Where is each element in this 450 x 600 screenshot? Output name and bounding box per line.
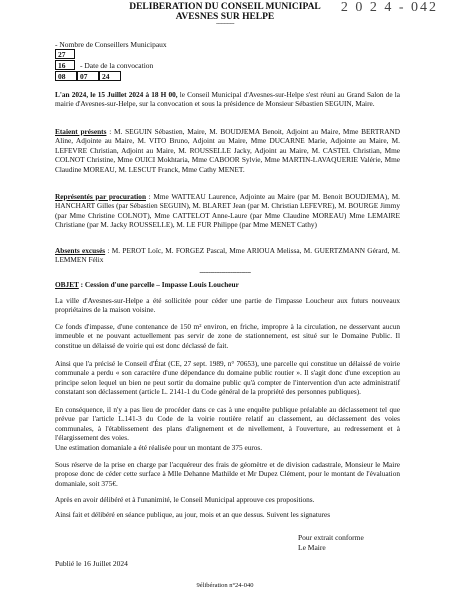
paragraph-consequence: En conséquence, il n'y a pas lieu de procéder dans ce cas à une enquête publique préalable au déclassement tel que prévue par l'article L.141-3 du Code de la voirie routière relatif au classement, au déclassement des voies communales, à l'établissement des plans d'alignement et de nivellement, à l'ouverture, au redressement et à l'élargissement des voies. Une estimation domaniale a été réalisée pour un montant de 375 euros. — [55, 405, 400, 452]
present-paragraph — [55, 127, 400, 174]
absent-label: Absents excusés — [55, 246, 106, 255]
object-label: OBJET — [55, 280, 79, 289]
title-underline: ------------ — [216, 21, 234, 27]
convocation-label: - Date de la convocation — [80, 61, 154, 70]
councillors-label: - Nombre de Conseillers Municipaux — [55, 40, 167, 49]
absent-paragraph — [55, 246, 400, 265]
proxy-label: Représentés par procuration — [55, 192, 147, 201]
present-label: Etaient présents — [55, 127, 107, 136]
document-reference: 2 0 2 4 - 042 — [340, 0, 438, 15]
councillors-second-box: 16 — [55, 60, 75, 70]
object-line — [55, 280, 400, 289]
councillors-count-box: 27 — [55, 49, 75, 59]
convocation-day-box: 08 — [55, 71, 77, 81]
commune-name: AVESNES SUR HELPE — [175, 12, 275, 22]
section-separator: ---------------------------- — [199, 268, 251, 276]
paragraph-request: La ville d'Avesnes-sur-Helpe a été sollicitée pour céder une partie de l'impasse Loucheur aux futurs nouveaux propriétaires de la maison voisine. — [55, 296, 400, 315]
proxy-list: : Mme WATTEAU Laurence, Adjointe au Maire (par M. Benoit BOUDJEMA), M. HANCHART Gilles (par Sébastien SEGUIN), M. BLARET Jean (par M. Christian LEFEVRE), M. BOURGE Jimmy (par Mme Christine COLNOT), Mme CATTELOT Anne-Laure (par Mme Claudine MOREAU) Mme LEMAIRE Christiane (par M. Jacky ROUSSELLE), M. LE FUR Philippe (par Mme MENET Cathy) — [55, 192, 401, 230]
signature-line-1: Pour extrait conforme — [298, 533, 364, 542]
intro-paragraph — [55, 90, 400, 109]
object-title: : Cession d'une parcelle – Impasse Louis Loucheur — [78, 280, 239, 289]
publication-date: Publié le 16 Juillet 2024 — [55, 559, 128, 568]
signature-line-2: Le Maire — [298, 543, 326, 552]
absent-list: : M. PEROT Loïc, M. FORGEZ Pascal, Mme ARIOUA Melissa, M. GUERTZMANN Gérard, M. LEMMEN Félix — [55, 246, 400, 265]
footer-reference: 9élibération n°24-040 — [196, 582, 254, 589]
proxy-paragraph — [55, 192, 400, 230]
intro-text: le Conseil Municipal d'Avesnes-sur-Helpe s'est réuni au Grand Salon de la mairie d'Avesnes-sur-Helpe, sur la convocation et sous la présidence de Monsieur Sébastien SEGUIN, Maire. — [55, 90, 400, 109]
convocation-month-box: 07 — [77, 71, 99, 81]
present-list: : M. SEGUIN Sébastien, Maire, M. BOUDJEMA Benoit, Adjoint au Maire, Mme BERTRAND Aline, Adjointe au Maire, M. VITO Bruno, Adjoint au Maire, Mme DUCARNE Marie, Adjointe au Maire, M. LEFEVRE Christian, Adjoint au Maire, M. ROUSSELLE Jacky, Adjoint au Maire, M. CASTEL Christian, Mme COLNOT Christine, Mme OUICI Mokhtaria, Mme CABOOR Sylvie, Mme MARTIN-LAVAQUERIE Valérie, Mme Claudine MOREAU, M. LESCUT Franck, Mme Cathy MENET. — [55, 127, 400, 174]
document-title: DELIBERATION DU CONSEIL MUNICIPAL — [129, 2, 321, 12]
paragraph-proposal: Sous réserve de la prise en charge par l'acquéreur des frais de géomètre et de division cadastrale, Monsieur le Maire propose donc de céder cette surface à Mlle Dehanne Mathilde et Mr Dupez Clément, pour le montant de l'évaluation domaniale, soit 375€. — [55, 460, 400, 488]
paragraph-closing: Ainsi fait et délibéré en séance publique, au jour, mois et an que dessus. Suivent les signatures — [55, 510, 331, 519]
convocation-year-box: 24 — [99, 71, 121, 81]
session-date: L'an 2024, le 15 Juillet 2024 à 18 H 00, — [55, 90, 178, 99]
paragraph-description: Ce fonds d'impasse, d'une contenance de 150 m² environ, en friche, impropre à la circulation, ne desservant aucun immeuble et ne pouvant actuellement pas servir de zone de stationnement, est situé sur le Domaine Public. Il constitue un délaissé de voirie qui est donc déclassé de fait. — [55, 322, 400, 350]
paragraph-legal-basis: Ainsi que l'a précisé le Conseil d'État (CE, 27 sept. 1989, n° 70653), une parcelle qui constitue un délaissé de voirie communale a perdu « son caractère d'une dépendance du domaine public routier ». Il s'agit donc d'une exception au principe selon lequel un bien ne peut sortir du domaine public qu'à compter de l'intervention d'un acte administratif constatant son déclassement (article L. 2141-1 du Code général de la propriété des personnes publiques). — [55, 359, 400, 397]
paragraph-vote: Après en avoir délibéré et à l'unanimité, le Conseil Municipal approuve ces propositions. — [55, 495, 315, 504]
